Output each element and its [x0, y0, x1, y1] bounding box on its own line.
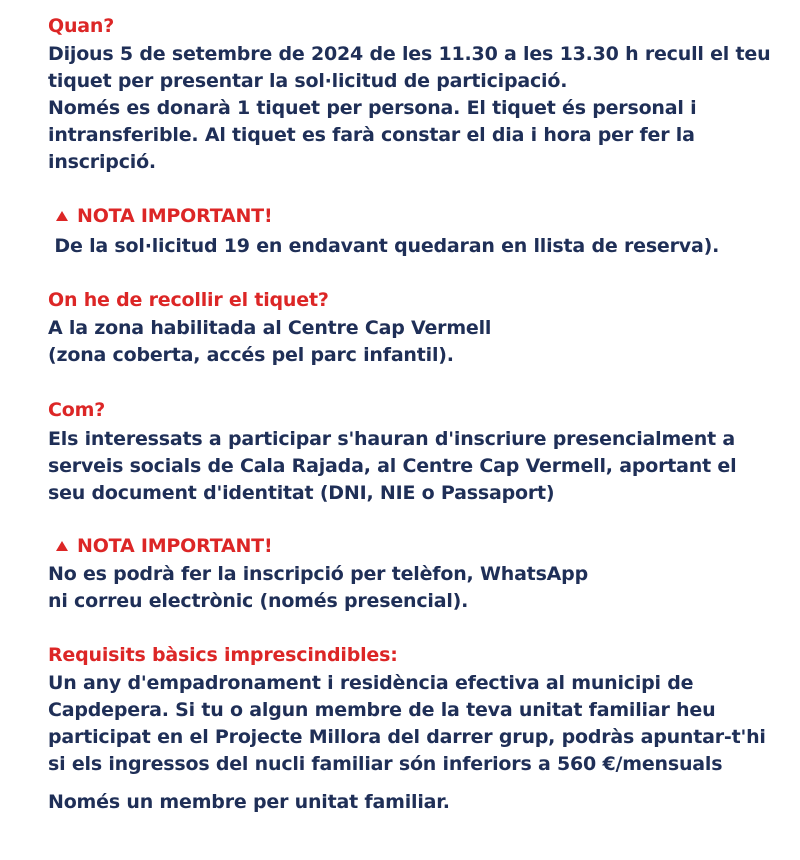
text-line: Dijous 5 de setembre de 2024 de les 11.30 a les 13.30 h recull el teu	[48, 43, 771, 65]
text-line: No es podrà fer la inscripció per telèfon, WhatsApp	[48, 563, 588, 585]
nota-label: NOTA IMPORTANT!	[77, 205, 273, 227]
text-line: De la sol·licitud 19 en endavant quedaran en llista de reserva).	[48, 235, 720, 257]
text-line: participat en el Projecte Millora del darrer grup, podràs apuntar-t'hi	[48, 726, 766, 748]
heading-quan: Quan?	[48, 15, 115, 37]
text-line: A la zona habilitada al Centre Cap Vermell	[48, 317, 492, 339]
text-line: serveis socials de Cala Rajada, al Centre Cap Vermell, aportant el	[48, 455, 737, 477]
text-line: intransferible. Al tiquet es farà constar el dia i hora per fer la	[48, 124, 695, 146]
text-line: Només un membre per unitat familiar.	[48, 791, 450, 813]
text-line: ni correu electrònic (només presencial).	[48, 590, 469, 612]
text-line: Un any d'empadronament i residència efectiva al municipi de	[48, 672, 694, 694]
text-line: si els ingressos del nucli familiar són inferiors a 560 €/mensuals	[48, 753, 723, 775]
text-line: (zona coberta, accés pel parc infantil).	[48, 344, 454, 366]
heading-nota-important-1	[52, 203, 272, 229]
text-line: seu document d'identitat (DNI, NIE o Passaport)	[48, 482, 555, 504]
text-line: inscripció.	[48, 151, 156, 173]
warning-triangle-icon	[56, 541, 68, 551]
text-line: tiquet per presentar la sol·licitud de participació.	[48, 70, 568, 92]
text-line: Només es donarà 1 tiquet per persona. El tiquet és personal i	[48, 97, 697, 119]
text-line: Capdepera. Si tu o algun membre de la teva unitat familiar heu	[48, 699, 716, 721]
warning-triangle-icon	[56, 211, 68, 221]
heading-on: On he de recollir el tiquet?	[48, 289, 329, 311]
text-line: Els interessats a participar s'hauran d'inscriure presencialment a	[48, 428, 735, 450]
heading-requisits: Requisits bàsics imprescindibles:	[48, 644, 398, 666]
heading-nota-important-2	[52, 533, 272, 559]
nota-label: NOTA IMPORTANT!	[77, 535, 273, 557]
heading-com: Com?	[48, 399, 106, 421]
